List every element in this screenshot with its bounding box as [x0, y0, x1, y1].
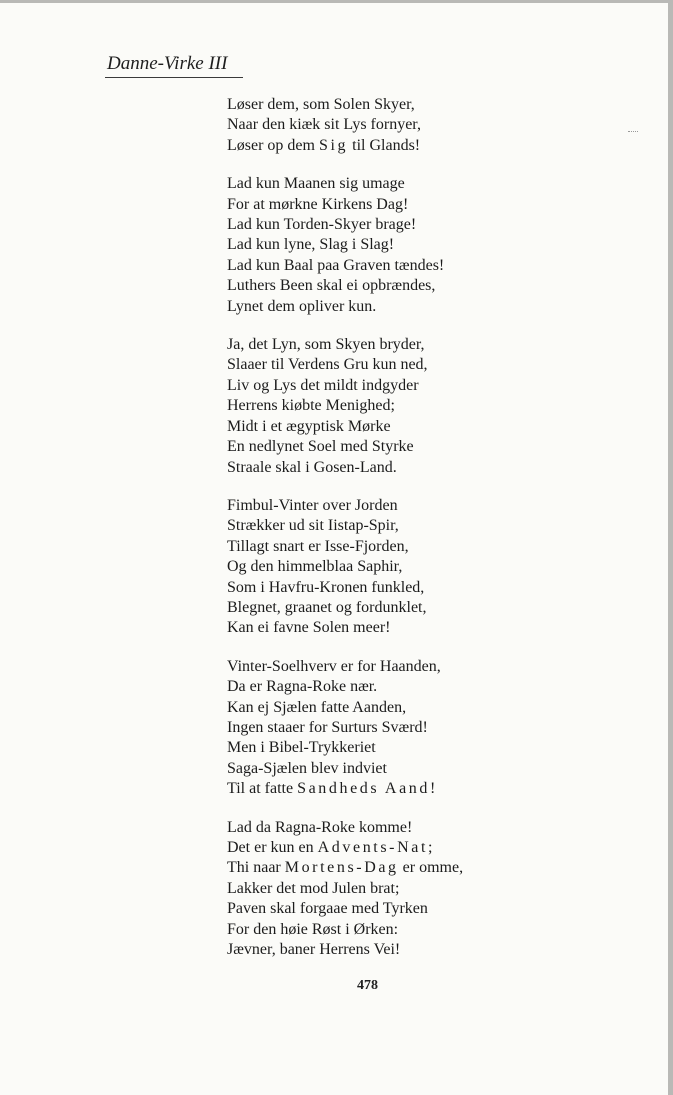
text-segment: Jævner, baner Herrens Vei! [227, 941, 401, 959]
text-segment: Ingen staaer for Surturs Sværd! [227, 718, 428, 736]
text-segment: Lad da Ragna-Roke komme! [227, 818, 413, 836]
text-segment: Luthers Been skal ei opbrændes, [227, 277, 436, 295]
text-segment: Paven skal forgaae med Tyrken [227, 900, 428, 918]
verse-line [227, 276, 463, 296]
verse-line [227, 759, 463, 779]
verse-line [227, 174, 463, 194]
verse-line [227, 698, 463, 718]
text-segment: Herrens kiøbte Menighed; [227, 397, 395, 415]
verse-line [227, 136, 463, 156]
stanza [227, 818, 463, 961]
stanza [227, 335, 463, 478]
text-segment: Kan ei favne Solen meer! [227, 619, 391, 637]
verse-line [227, 879, 463, 899]
verse-line [227, 899, 463, 919]
text-segment: For den høie Røst i Ørken: [227, 920, 399, 938]
verse-line [227, 920, 463, 940]
text-segment: Fimbul-Vinter over Jorden [227, 496, 398, 514]
text-segment: Liv og Lys det mildt indgyder [227, 376, 419, 394]
emphasized-text: Advents-Nat [317, 839, 428, 856]
page-number: 478 [357, 978, 378, 993]
emphasized-text: Sig [318, 136, 349, 154]
verse-line [227, 818, 463, 838]
text-segment: Det er kun en [227, 839, 318, 856]
header-rule [105, 77, 243, 78]
verse-line [227, 355, 463, 375]
verse-line [227, 496, 463, 516]
text-segment: ; [428, 839, 433, 856]
running-header: Danne-Virke III [107, 53, 228, 74]
poem [227, 95, 463, 978]
emphasized-text: Mortens-Dag [284, 859, 399, 877]
text-segment: Løser op dem [227, 136, 319, 154]
verse-line [227, 215, 463, 235]
verse-line [227, 437, 463, 457]
text-segment: ! [429, 780, 436, 798]
verse-line [227, 537, 463, 557]
stanza [227, 174, 463, 317]
verse-line [227, 256, 463, 276]
verse-line [227, 376, 463, 396]
verse-line [227, 297, 463, 317]
verse-line [227, 838, 463, 858]
verse-line [227, 858, 463, 878]
verse-line [227, 779, 463, 799]
verse-line [227, 335, 463, 355]
text-segment: Lad kun lyne, Slag i Slag! [227, 236, 395, 254]
verse-line [227, 738, 463, 758]
margin-mark [628, 131, 638, 133]
text-segment: til Glands! [348, 136, 421, 154]
text-segment: Thi naar [227, 859, 285, 877]
text-segment: Lynet dem opliver kun. [227, 297, 377, 315]
text-segment: Og den himmelblaa Saphir, [227, 558, 403, 576]
verse-line [227, 618, 463, 638]
verse-line [227, 516, 463, 536]
text-segment: Vinter-Soelhverv er for Haanden, [227, 657, 441, 675]
text-segment: Naar den kiæk sit Lys fornyer, [227, 116, 421, 134]
text-segment: Ja, det Lyn, som Skyen bryder, [227, 336, 425, 354]
text-segment: er omme, [398, 859, 464, 877]
verse-line [227, 195, 463, 215]
text-segment: Men i Bibel-Trykkeriet [227, 739, 376, 757]
text-segment: Lad kun Maanen sig umage [227, 175, 405, 193]
text-segment: En nedlynet Soel med Styrke [227, 438, 414, 456]
verse-line [227, 677, 463, 697]
verse-line [227, 657, 463, 677]
text-segment: Da er Ragna-Roke nær. [227, 678, 378, 696]
text-segment: Lad kun Torden-Skyer brage! [227, 216, 417, 234]
verse-line [227, 557, 463, 577]
stanza [227, 95, 463, 156]
stanza [227, 657, 463, 800]
text-segment: Strækker ud sit Iistap-Spir, [227, 517, 399, 535]
text-segment: Som i Havfru-Kronen funkled, [227, 578, 425, 596]
verse-line [227, 578, 463, 598]
book-page [0, 3, 668, 1095]
text-segment: Kan ej Sjælen fatte Aanden, [227, 698, 407, 716]
text-segment: Blegnet, graanet og fordunklet, [227, 598, 427, 616]
text-segment: Løser dem, som Solen Skyer, [227, 96, 415, 113]
text-segment: Midt i et ægyptisk Mørke [227, 417, 391, 435]
text-segment: Slaaer til Verdens Gru kun ned, [227, 356, 428, 374]
verse-line [227, 718, 463, 738]
text-segment: Lad kun Baal paa Graven tændes! [227, 256, 445, 274]
verse-line [227, 115, 463, 135]
text-segment: For at mørkne Kirkens Dag! [227, 195, 409, 213]
verse-line [227, 417, 463, 437]
text-segment: Tillagt snart er Isse-Fjorden, [227, 537, 409, 555]
verse-line [227, 598, 463, 618]
text-segment: Lakker det mod Julen brat; [227, 879, 400, 897]
verse-line [227, 940, 463, 960]
stanza [227, 496, 463, 639]
text-segment: Til at fatte [227, 780, 298, 798]
verse-line [227, 396, 463, 416]
text-segment: Saga-Sjælen blev indviet [227, 759, 387, 777]
verse-line [227, 458, 463, 478]
verse-line [227, 95, 463, 115]
emphasized-text: Sandheds Aand [297, 780, 430, 798]
text-segment: Straale skal i Gosen-Land. [227, 458, 397, 476]
verse-line [227, 235, 463, 255]
